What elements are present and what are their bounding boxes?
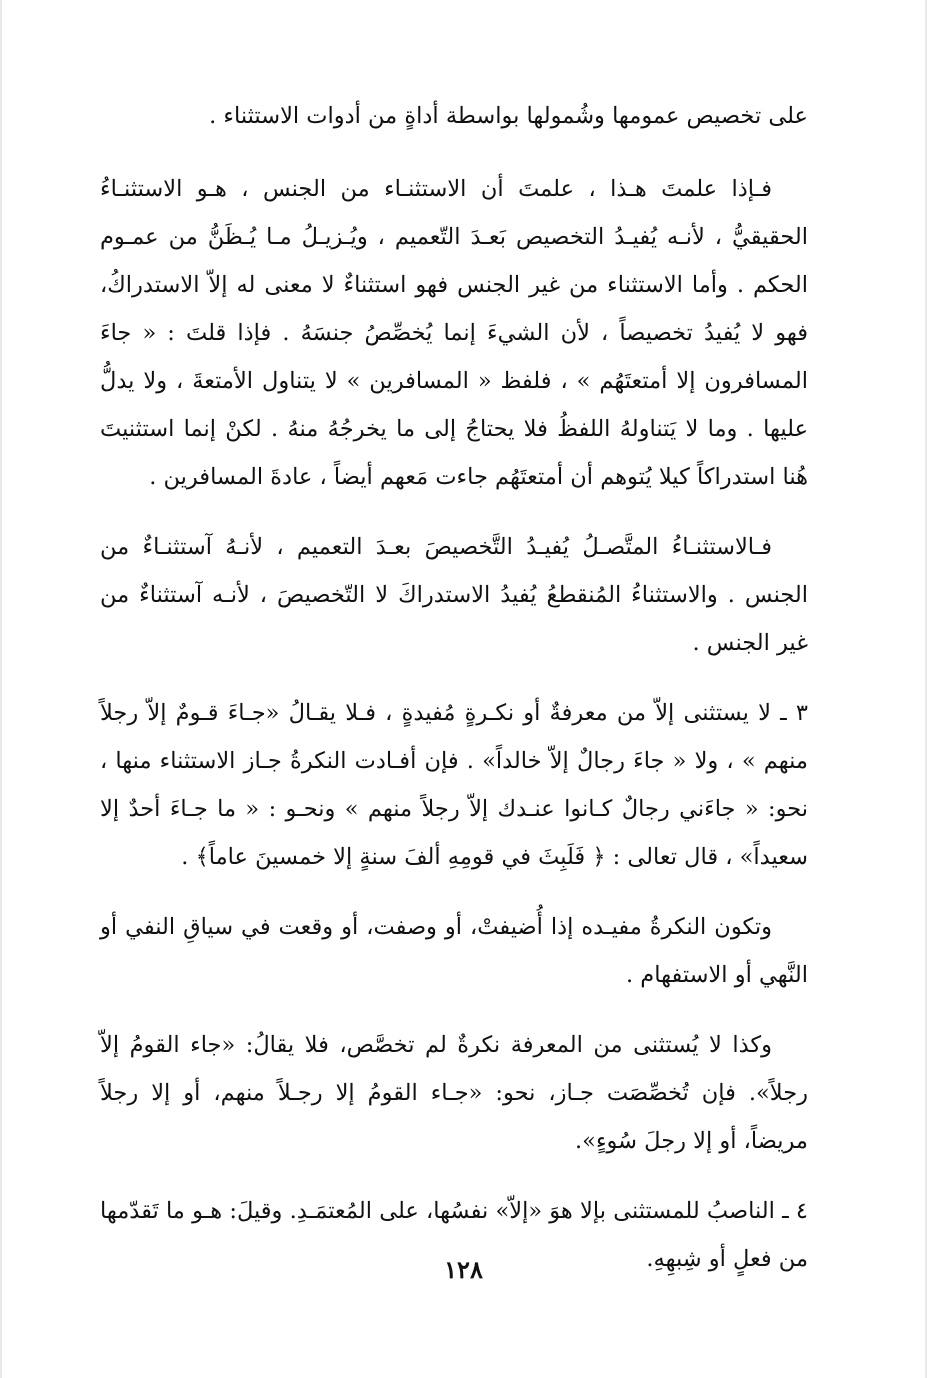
page-number: ١٢٨	[444, 1255, 483, 1284]
page-body	[100, 92, 808, 1305]
paragraph-indefinite-from-definite: وكذا لا يُستثنى من المعرفة نكرةٌ لم تخصَّص، فلا يقالُ: «جاء القومُ إلاّ رجلاً». فإن تُخصِّصَت جـاز، نحو: «جـاء القومُ إلا رجـلاً منهم، أو إلا رجلاً مريضاً، أو إلا رجلَ سُوءٍ».	[100, 1032, 808, 1154]
paragraph-continuation: على تخصيص عمومها وشُمولها بواسطة أداةٍ من أدوات الاستثناء .	[209, 103, 808, 129]
paragraph-genuine-exception: فـإذا علمتَ هـذا ، علمتَ أن الاستثنـاء من الجنس ، هـو الاستثنـاءُ الحقيقيُّ ، لأنـه يُفيـدُ التخصيص بَعـدَ التّعميم ، ويُـزيـلُ مـا يُـظَنُّ من عمـوم الحكم . وأما الاستثناء من غير الجنس فهو استثناءٌ لا معنى له إلاّ الاستدراكُ، فهو لا يُفيدُ تخصيصاً ، لأن الشيءَ إنما يُخصِّصُ جنسَهُ . فإذا قلتَ : « جاءَ المسافرون إلا أمتعتَهُم » ، فلفظ « المسافرين » لا يتناول الأمتعةَ ، ولا يدلُّ عليها . وما لا يَتناولهُ اللفظُ فلا يحتاجُ إلى ما يخرجُهُ منهُ . لكنْ إنما استثنيتَ هُنا استدراكاً كيلا يُتوهم أن أمتعتَهُم جاءت مَعهم أيضاً ، عادةَ المسافرين .	[100, 176, 808, 490]
paragraph-indefinite-useful: وتكون النكرةُ مفيـده إذا أُضيفتْ، أو وصفت، أو وقعت في سياقِ النفي أو النَّهي أو الاستفهام .	[100, 914, 808, 988]
paragraph-connected-vs-disconnected: فـالاستثنـاءُ المتَّصـلُ يُفيـدُ التَّخصيصَ بعـدَ التعميم ، لأنـهُ آستثنـاءٌ من الجنس . والاستثناءُ المُنقطعُ يُفيدُ الاستدراكَ لا التّخصيصَ ، لأنـه آستثناءٌ من غير الجنس .	[100, 534, 808, 656]
paragraph-rule-3: ٣ ـ لا يستثنى إلاّ من معرفةٌ أو نكـرةٍ مُفيدةٍ ، فـلا يقـالُ «جـاءَ قـومٌ إلاّ رجلاً منهم » ، ولا « جاءَ رجالٌ إلاّ خالداً» . فإن أفـادت النكرةُ جـاز الاستثناء منها ، نحو: « جاءَني رجالٌ كـانوا عنـدك إلاّ رجلاً منهم » ونحـو : « ما جـاءَ أحدٌ إلا سعيداً» ، قال تعالى : ﴿ فَلَبِثَ في قومِهِ ألفَ سنةٍ إلا خمسينَ عاماً﴾ .	[100, 700, 808, 870]
scan-edge-left	[0, 0, 2, 1378]
paragraph-rule-4: ٤ ـ الناصبُ للمستثنى بإلا هوَ «إلاّ» نفسُها، على المُعتمَـدِ. وقيلَ: هـو ما تَقدّمها من فعلٍ أو شِبهِهِ.	[100, 1198, 808, 1272]
